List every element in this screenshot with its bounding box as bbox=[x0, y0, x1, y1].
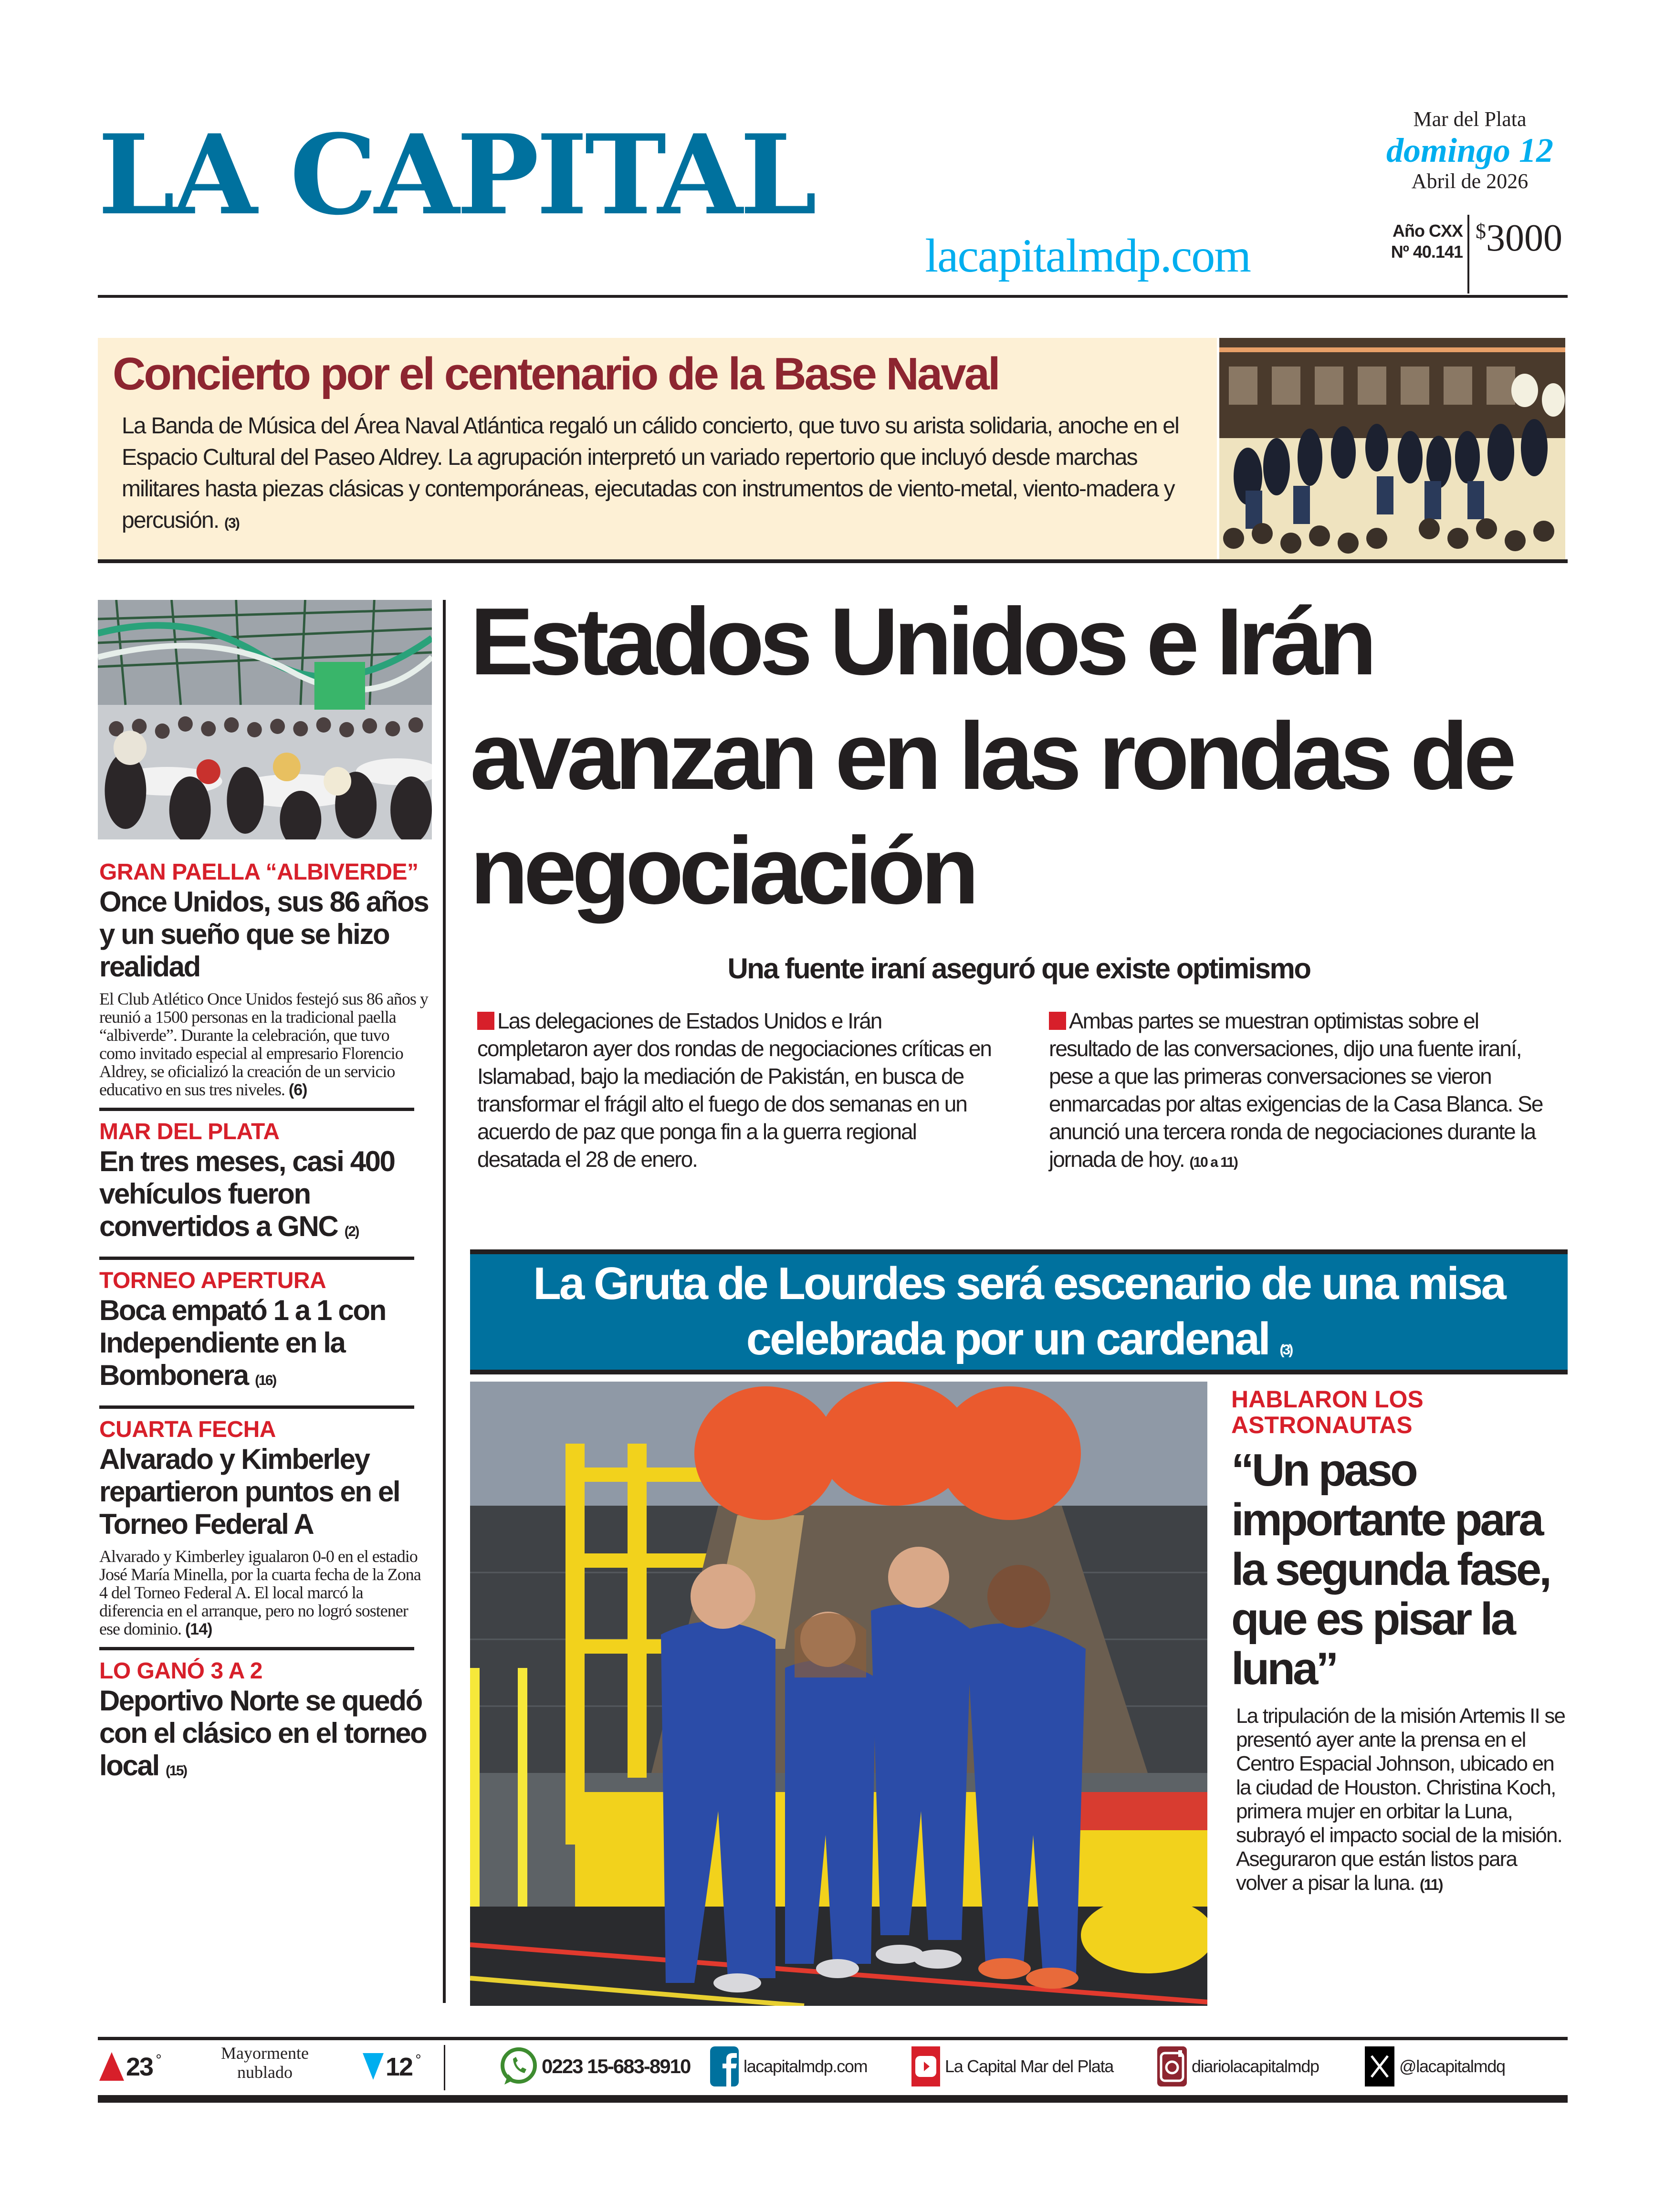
astronauts-kicker: HABLARON LOS ASTRONAUTAS bbox=[1231, 1386, 1424, 1438]
banner-text: La Gruta de Lourdes será escenario de una misa celebrada por un cardenal bbox=[533, 1258, 1505, 1364]
instagram-text: diariolacapitalmdp bbox=[1192, 2056, 1319, 2076]
story-headline[interactable]: Once Unidos, sus 86 años y un sueño que se hizo realidad bbox=[99, 886, 429, 983]
story-kicker: MAR DEL PLATA bbox=[99, 1119, 280, 1144]
whatsapp-number: 0223 15-683-8910 bbox=[542, 2055, 691, 2077]
story-headline[interactable]: Alvarado y Kimberley repartieron puntos en el Torneo Federal A bbox=[99, 1443, 400, 1540]
column-divider bbox=[443, 600, 446, 2003]
instagram-link[interactable] bbox=[1157, 2047, 1319, 2086]
page-ref: (6) bbox=[288, 1081, 307, 1099]
concert-photo-image bbox=[1219, 338, 1565, 561]
story-headline-text: Deportivo Norte se quedó con el clásico en el torneo local bbox=[99, 1685, 427, 1782]
paella-event-photo[interactable] bbox=[98, 600, 432, 839]
weather-description: Mayormente nublado bbox=[221, 2044, 309, 2082]
x-icon bbox=[1365, 2046, 1394, 2086]
astronauts-photo[interactable] bbox=[470, 1382, 1207, 2006]
story-headline[interactable] bbox=[99, 1685, 429, 1787]
site-url-link[interactable]: lacapitalmdp.com bbox=[925, 229, 1250, 282]
temp-down-arrow-icon bbox=[363, 2053, 384, 2080]
page-ref: (16) bbox=[255, 1373, 276, 1388]
story-kicker: LO GANÓ 3 A 2 bbox=[99, 1658, 262, 1684]
issue-year: Año CXX bbox=[1392, 221, 1463, 241]
edition-month-year: Abril de 2026 bbox=[1411, 169, 1529, 193]
temp-max bbox=[99, 2047, 161, 2086]
degree-symbol: ° bbox=[156, 2051, 161, 2068]
sidebar-story-alvarado[interactable] bbox=[99, 1416, 429, 1638]
page-ref: (14) bbox=[185, 1620, 212, 1638]
issue-info bbox=[1370, 220, 1463, 262]
sidebar-rule bbox=[99, 1257, 414, 1260]
lead-paragraph-left bbox=[477, 1007, 993, 1173]
section-rule bbox=[98, 559, 1568, 563]
page-ref: (15) bbox=[166, 1763, 187, 1779]
sidebar-rule bbox=[99, 1405, 414, 1409]
story-headline[interactable] bbox=[99, 1145, 429, 1248]
whatsapp-contact[interactable] bbox=[499, 2047, 690, 2086]
newspaper-logo[interactable]: LA CAPITAL bbox=[98, 125, 815, 225]
page-ref: (10 a 11) bbox=[1189, 1154, 1237, 1170]
edition-city: Mar del Plata bbox=[1413, 107, 1527, 131]
story-kicker: CUARTA FECHA bbox=[99, 1417, 276, 1442]
story-text: Alvarado y Kimberley igualaron 0-0 en el estadio José María Minella, por la cuarta fecha de la Zona 4 del Torneo Federal A. El local marcó la diferencia en el arranque, pero no logró sostener ese dominio. bbox=[99, 1547, 421, 1638]
temp-min bbox=[363, 2047, 420, 2086]
date-block bbox=[1370, 107, 1570, 193]
story-headline[interactable] bbox=[99, 1294, 429, 1397]
bullet-marker-icon bbox=[1049, 1012, 1066, 1030]
facebook-text: lacapitalmdp.com bbox=[743, 2056, 868, 2076]
main-subheadline: Una fuente iraní aseguró que existe optimismo bbox=[727, 953, 1310, 985]
page-ref: (3) bbox=[224, 515, 239, 531]
story-body bbox=[99, 990, 429, 1099]
sidebar-rule bbox=[99, 1108, 414, 1111]
facebook-link[interactable] bbox=[710, 2047, 867, 2086]
sidebar-rule bbox=[99, 1647, 414, 1650]
story-headline-text: En tres meses, casi 400 vehículos fueron convertidos a GNC bbox=[99, 1145, 395, 1242]
x-link[interactable] bbox=[1365, 2047, 1505, 2086]
degree-symbol: ° bbox=[415, 2051, 420, 2068]
page-ref: (3) bbox=[1279, 1342, 1292, 1358]
sidebar-story-deportivo-norte[interactable] bbox=[99, 1658, 429, 1787]
story-body bbox=[99, 1547, 429, 1638]
teaser-title[interactable]: Concierto por el centenario de la Base Naval bbox=[113, 348, 999, 399]
story-kicker: TORNEO APERTURA bbox=[99, 1268, 326, 1293]
price bbox=[1476, 210, 1571, 260]
whatsapp-icon bbox=[499, 2046, 537, 2086]
youtube-icon bbox=[911, 2046, 940, 2086]
price-currency: $ bbox=[1476, 220, 1486, 243]
edition-day: domingo 12 bbox=[1386, 131, 1554, 169]
paella-event-photo-image bbox=[98, 600, 432, 839]
astronauts-column bbox=[1231, 1386, 1568, 2026]
astronauts-headline[interactable]: “Un paso importante para la segunda fase, que es pisar la luna” bbox=[1231, 1445, 1550, 1694]
astronauts-text: La tripulación de la misión Artemis II se presentó ayer ante la prensa en el Centro Espacial Johnson, ubicado en la ciudad de Houston. Christina Koch, primera mujer en orbitar la Luna, subrayó el impacto social de la misión. Aseguraron que están listos para volver a pisar la luna. bbox=[1236, 1704, 1565, 1895]
story-kicker: GRAN PAELLA “ALBIVERDE” bbox=[99, 860, 419, 885]
bullet-marker-icon bbox=[477, 1012, 494, 1030]
lead-text: Las delegaciones de Estados Unidos e Irán completaron ayer dos rondas de negociaciones críticas en Islamabad, bajo la mediación de Pakistán, en busca de transformar el frágil alto el fuego de dos semanas en un acuerdo de paz que ponga fin a la guerra regional desatada el 28 de enero. bbox=[477, 1008, 992, 1172]
story-headline-text: Boca empató 1 a 1 con Independiente en la Bombonera bbox=[99, 1294, 386, 1391]
issue-divider bbox=[1467, 215, 1469, 294]
sidebar-story-once-unidos[interactable] bbox=[99, 859, 429, 1099]
temp-max-value: 23 bbox=[126, 2053, 153, 2081]
youtube-text: La Capital Mar del Plata bbox=[945, 2056, 1114, 2076]
lead-paragraph-right bbox=[1049, 1007, 1564, 1176]
page-ref: (2) bbox=[344, 1224, 359, 1239]
footer-divider bbox=[444, 2045, 445, 2090]
masthead-rule bbox=[98, 295, 1568, 298]
temp-min-value: 12 bbox=[386, 2053, 413, 2081]
footer-rule bbox=[98, 2037, 1568, 2040]
main-headline[interactable]: Estados Unidos e Irán avanzan en las rondas de negociación bbox=[470, 588, 1512, 924]
gruta-banner-headline[interactable] bbox=[480, 1256, 1558, 1369]
temp-up-arrow-icon bbox=[99, 2052, 124, 2081]
sidebar-story-gnc[interactable] bbox=[99, 1119, 429, 1248]
teaser-text: La Banda de Música del Área Naval Atlántica regaló un cálido concierto, que tuvo su arista solidaria, anoche en el Espacio Cultural del Paseo Aldrey. La agrupación interpretó un variado repertorio que incluyó desde marchas militares hasta piezas clásicas y contemporáneas, ejecutadas con instrumentos de viento-metal, viento-madera y percusión. bbox=[122, 413, 1179, 533]
x-text: @lacapitalmdq bbox=[1399, 2056, 1505, 2076]
footer-bar bbox=[98, 2095, 1568, 2103]
concert-photo[interactable] bbox=[1219, 338, 1565, 561]
story-text: El Club Atlético Once Unidos festejó sus 86 años y reunió a 1500 personas en la tradicional paella “albiverde”. Durante la celebración, que tuvo como invitado especial al empresario Florencio Aldrey, se oficializó la creación de un servicio educativo en sus tres niveles. bbox=[99, 989, 428, 1099]
astronauts-photo-image bbox=[470, 1382, 1207, 2006]
teaser-body bbox=[122, 410, 1205, 539]
instagram-icon bbox=[1157, 2046, 1187, 2086]
sidebar-story-boca[interactable] bbox=[99, 1268, 429, 1397]
lead-text: Ambas partes se muestran optimistas sobre el resultado de las conversaciones, dijo una fuente iraní, pese a que las primeras conversaciones se vieron enmarcadas por altas exigencias de la Casa Blanca. Se anunció una tercera ronda de negociaciones durante la jornada de hoy. bbox=[1049, 1008, 1543, 1172]
page-ref: (11) bbox=[1419, 1876, 1443, 1893]
price-value: 3000 bbox=[1486, 217, 1562, 259]
facebook-icon bbox=[710, 2046, 739, 2086]
astronauts-body bbox=[1231, 1704, 1568, 1897]
issue-number: Nº 40.141 bbox=[1391, 242, 1463, 262]
sidebar bbox=[99, 859, 429, 2004]
youtube-link[interactable] bbox=[911, 2047, 1113, 2086]
